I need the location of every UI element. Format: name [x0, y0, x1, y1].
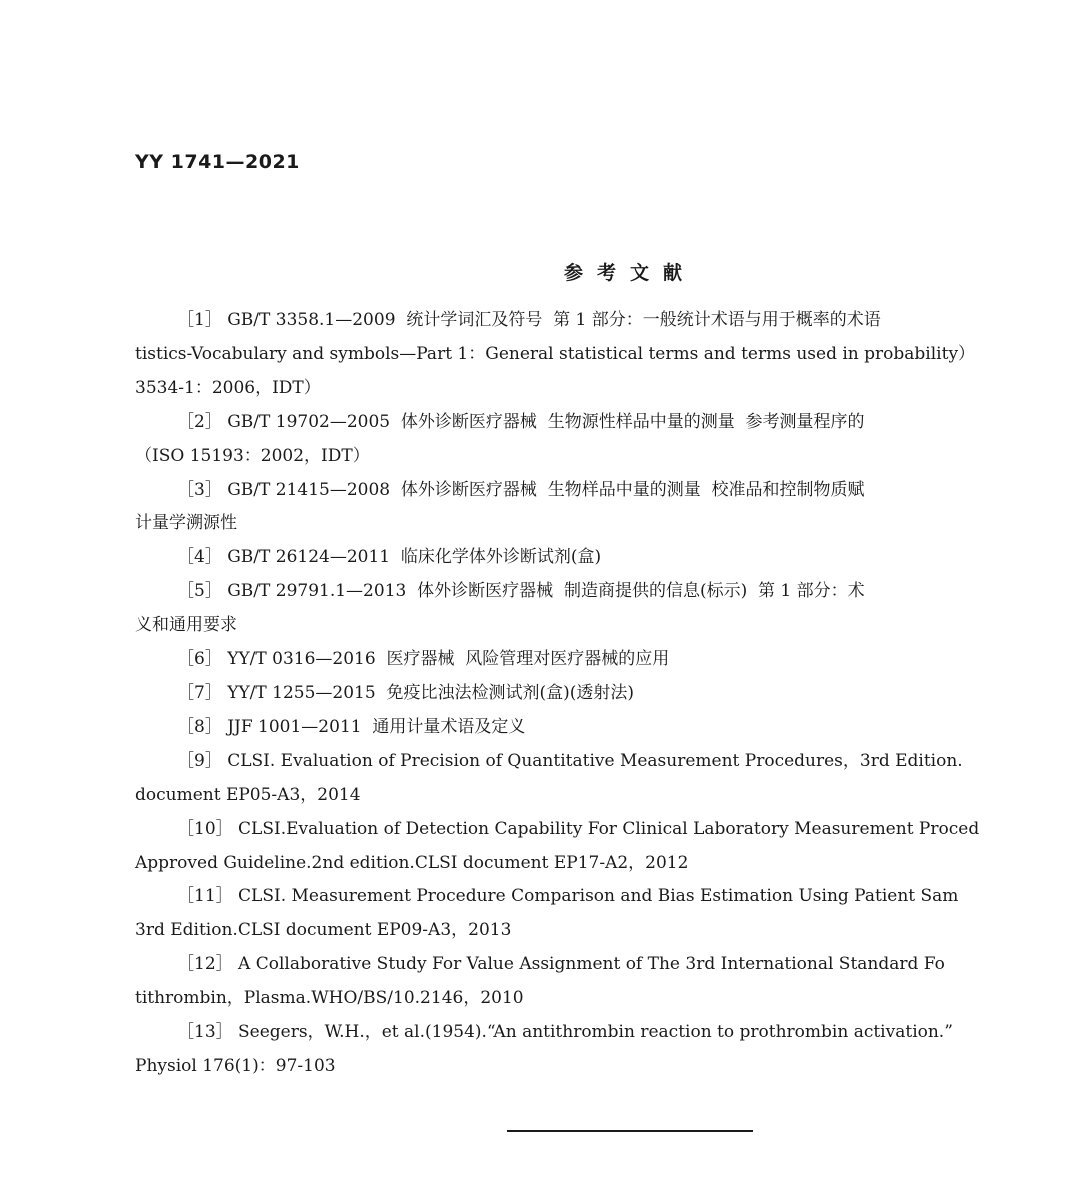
reference-item [135, 406, 1069, 474]
reference-line: ［12］ A Collaborative Study For Value Assignment of The 3rd International Standard Fo [177, 954, 945, 975]
reference-line: ［6］ YY/T 0316—2016 医疗器械 风险管理对医疗器械的应用 [177, 649, 670, 670]
reference-line: ［7］ YY/T 1255—2015 免疫比浊法检测试剂(盒)(透射法) [177, 682, 634, 703]
reference-item [135, 948, 1069, 1016]
reference-item [135, 745, 1069, 813]
reference-line: ［1］ GB/T 3358.1—2009 统计学词汇及符号 第 1 部分：一般统计术语与用于概率的术语 [177, 310, 881, 330]
reference-line: ［5］ GB/T 29791.1—2013 体外诊断医疗器械 制造商提供的信息(标示) 第 1 部分：术 [177, 581, 865, 602]
reference-line: 3534-1：2006，IDT） [135, 377, 321, 398]
reference-line: 义和通用要求 [135, 615, 237, 636]
reference-item [135, 711, 1069, 745]
reference-item [135, 474, 1069, 542]
footer-rule [507, 1130, 753, 1132]
reference-item [135, 813, 1069, 881]
reference-line: （ISO 15193：2002，IDT） [135, 445, 370, 466]
reference-line: ［3］ GB/T 21415—2008 体外诊断医疗器械 生物样品中量的测量 校准品和控制物质赋 [177, 479, 865, 500]
document-code: YY 1741—2021 [135, 151, 300, 173]
reference-item [135, 575, 1069, 643]
reference-line: 3rd Edition.CLSI document EP09-A3，2013 [135, 920, 512, 941]
reference-line: ［13］ Seegers，W.H.，et al.(1954).“An antithrombin reaction to prothrombin activation.” [177, 1022, 953, 1043]
references-heading: 参考文献 [563, 262, 696, 284]
reference-list [135, 304, 1069, 1084]
reference-line: ［8］ JJF 1001—2011 通用计量术语及定义 [177, 716, 526, 737]
reference-line: ［2］ GB/T 19702—2005 体外诊断医疗器械 生物源性样品中量的测量 参考测量程序的 [177, 411, 865, 432]
reference-line: ［4］ GB/T 26124—2011 临床化学体外诊断试剂(盒) [177, 547, 602, 568]
reference-line: ［9］ CLSI. Evaluation of Precision of Quantitative Measurement Procedures，3rd Edition. [177, 750, 963, 771]
reference-item [135, 541, 1069, 575]
reference-line: tithrombin，Plasma.WHO/BS/10.2146，2010 [135, 988, 524, 1009]
reference-line: document EP05-A3，2014 [135, 784, 361, 805]
reference-line: 计量学溯源性 [135, 513, 237, 534]
reference-item [135, 880, 1069, 948]
reference-item [135, 1016, 1069, 1084]
reference-item [135, 304, 1069, 406]
reference-item [135, 677, 1069, 711]
reference-item [135, 643, 1069, 677]
reference-line: tistics-Vocabulary and symbols—Part 1：General statistical terms and terms used in probability） [135, 343, 976, 364]
reference-line: Approved Guideline.2nd edition.CLSI document EP17-A2，2012 [135, 852, 689, 873]
reference-line: ［11］ CLSI. Measurement Procedure Comparison and Bias Estimation Using Patient Sam [177, 886, 959, 907]
reference-line: Physiol 176(1)：97-103 [135, 1055, 336, 1076]
reference-line: ［10］ CLSI.Evaluation of Detection Capability For Clinical Laboratory Measurement Proced [177, 818, 980, 839]
